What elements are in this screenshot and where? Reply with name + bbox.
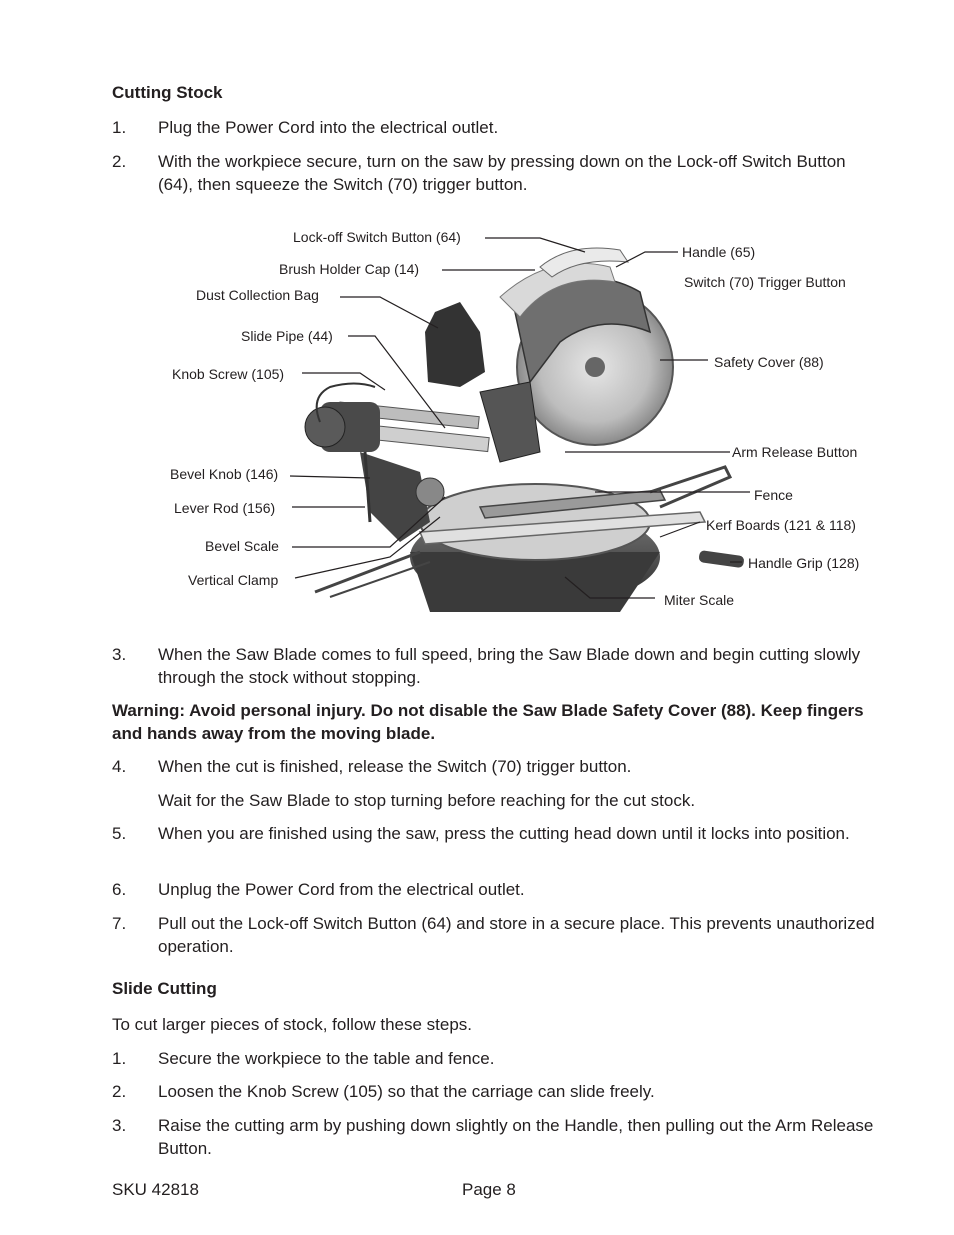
- miter-saw-diagram: [160, 222, 880, 622]
- step-number: 1.: [112, 1049, 127, 1068]
- miter-saw-figure: [160, 222, 880, 622]
- step-text: Unplug the Power Cord from the electrical outlet.: [158, 880, 525, 899]
- step-text: Loosen the Knob Screw (105) so that the carriage can slide freely.: [158, 1082, 655, 1101]
- label-switch-trigger: Switch (70) Trigger Button: [684, 274, 846, 290]
- label-fence: Fence: [754, 487, 793, 503]
- warning-text: Warning: Avoid personal injury. Do not disable the Saw Blade Safety Cover (88). Keep fingers and hands away from the moving blade.: [112, 701, 864, 743]
- step-text: Raise the cutting arm by pushing down slightly on the Handle, then pulling out the Arm Release Button.: [158, 1116, 874, 1158]
- step-number: 3.: [112, 645, 127, 664]
- step-text: When the Saw Blade comes to full speed, bring the Saw Blade down and begin cutting slowly through the stock without stopping.: [158, 645, 861, 687]
- label-safety-cover: Safety Cover (88): [714, 354, 824, 370]
- footer-sku: SKU 42818: [112, 1180, 199, 1199]
- label-miter-scale: Miter Scale: [664, 592, 735, 608]
- step-number: 6.: [112, 880, 127, 899]
- label-brush-holder-cap: Brush Holder Cap (14): [279, 261, 420, 277]
- step-number: 2.: [112, 1082, 127, 1101]
- step-text: Secure the workpiece to the table and fence.: [158, 1049, 495, 1068]
- step-text: Plug the Power Cord into the electrical outlet.: [158, 118, 499, 137]
- label-bevel-scale: Bevel Scale: [205, 538, 279, 554]
- label-slide-pipe: Slide Pipe (44): [241, 328, 333, 344]
- step-number: 4.: [112, 757, 127, 776]
- step-number: 5.: [112, 824, 127, 843]
- label-bevel-knob: Bevel Knob (146): [170, 466, 279, 482]
- footer-page-number: Page 8: [462, 1180, 516, 1199]
- section-heading-slide-cutting: Slide Cutting: [112, 979, 217, 998]
- step-text: When the cut is finished, release the Switch (70) trigger button.: [158, 757, 632, 776]
- label-arm-release-button: Arm Release Button: [732, 444, 858, 460]
- slide-cutting-intro: To cut larger pieces of stock, follow these steps.: [112, 1015, 473, 1034]
- step-number: 1.: [112, 118, 127, 137]
- saw-illustration: [305, 248, 745, 612]
- step-number: 3.: [112, 1116, 127, 1135]
- label-handle-grip: Handle Grip (128): [748, 555, 860, 571]
- step-text: With the workpiece secure, turn on the saw by pressing down on the Lock-off Switch Button (64), then squeeze the Switch (70) trigger button.: [158, 152, 846, 194]
- label-lock-off-switch: Lock-off Switch Button (64): [293, 229, 461, 245]
- step-text: Wait for the Saw Blade to stop turning before reaching for the cut stock.: [158, 791, 696, 810]
- label-handle: Handle (65): [682, 244, 756, 260]
- step-number: 2.: [112, 152, 127, 171]
- label-vertical-clamp: Vertical Clamp: [188, 572, 279, 588]
- section-heading-cutting-stock: Cutting Stock: [112, 83, 223, 102]
- label-dust-collection-bag: Dust Collection Bag: [196, 287, 319, 303]
- label-knob-screw: Knob Screw (105): [172, 366, 285, 382]
- step-number: 7.: [112, 914, 127, 933]
- label-kerf-boards: Kerf Boards (121 & 118): [706, 517, 856, 533]
- label-lever-rod: Lever Rod (156): [174, 500, 276, 516]
- step-text: When you are finished using the saw, press the cutting head down until it locks into position.: [158, 824, 850, 843]
- step-text: Pull out the Lock-off Switch Button (64) and store in a secure place. This prevents unauthorized operation.: [158, 914, 875, 956]
